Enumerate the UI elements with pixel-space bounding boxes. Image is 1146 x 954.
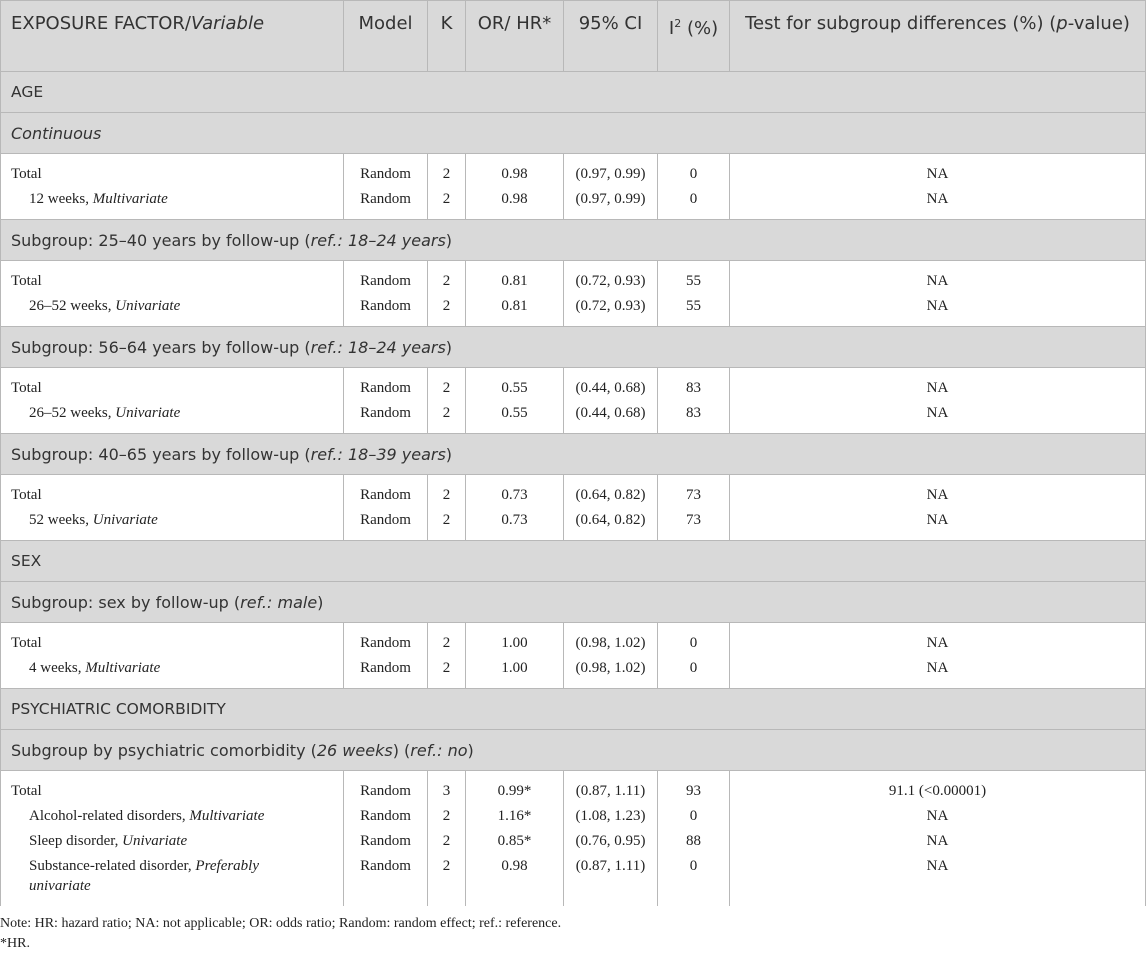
table-note: Note: HR: hazard ratio; NA: not applicable; OR: odds ratio; Random: random effect; ref.: reference.: [0, 916, 562, 931]
table-row: Total Random 2 0.81 (0.72, 0.93) 55 NA: [1, 261, 1146, 294]
section-row-age: AGE: [1, 72, 1146, 113]
table-row: Total Random 2 1.00 (0.98, 1.02) 0 NA: [1, 623, 1146, 656]
table-row: Alcohol-related disorders, Multivariate Random 2 1.16* (1.08, 1.23) 0 NA: [1, 803, 1146, 828]
header-i2: $I^2$ (%): [658, 1, 730, 72]
section-row-psychiatric: PSYCHIATRIC COMORBIDITY: [1, 689, 1146, 730]
header-test: Test for subgroup differences (%) (p-value): [730, 1, 1146, 72]
table-row: Total Random 2 0.98 (0.97, 0.99) 0 NA: [1, 154, 1146, 187]
subgroup-row-age-40-65: Subgroup: 40–65 years by follow-up (ref.: 18–39 years): [1, 434, 1146, 475]
header-exposure: EXPOSURE FACTOR/Variable: [1, 1, 344, 72]
table-row: 12 weeks, Multivariate Random 2 0.98 (0.97, 0.99) 0 NA: [1, 186, 1146, 220]
table-row: Total Random 3 0.99* (0.87, 1.11) 93 91.1 (<0.00001): [1, 771, 1146, 804]
subgroup-row-continuous: Continuous: [1, 113, 1146, 154]
header-or-hr: OR/ HR*: [466, 1, 564, 72]
table-row: 52 weeks, Univariate Random 2 0.73 (0.64, 0.82) 73 NA: [1, 507, 1146, 541]
table-footnote-hr: *HR.: [0, 936, 30, 951]
header-row: [1, 1, 1146, 72]
subgroup-row-age-56-64: Subgroup: 56–64 years by follow-up (ref.: 18–24 years): [1, 327, 1146, 368]
subgroup-row-age-25-40: Subgroup: 25–40 years by follow-up (ref.: 18–24 years): [1, 220, 1146, 261]
header-model: Model: [344, 1, 428, 72]
table-row: 26–52 weeks, Univariate Random 2 0.81 (0.72, 0.93) 55 NA: [1, 293, 1146, 327]
table-row: 26–52 weeks, Univariate Random 2 0.55 (0.44, 0.68) 83 NA: [1, 400, 1146, 434]
header-ci: 95% CI: [564, 1, 658, 72]
table-row: Substance-related disorder, Preferably univariate Random 2 0.98 (0.87, 1.11) 0 NA: [1, 853, 1146, 906]
table-row: 4 weeks, Multivariate Random 2 1.00 (0.98, 1.02) 0 NA: [1, 655, 1146, 689]
subgroup-row-sex: Subgroup: sex by follow-up (ref.: male): [1, 582, 1146, 623]
table-row: Sleep disorder, Univariate Random 2 0.85* (0.76, 0.95) 88 NA: [1, 828, 1146, 853]
header-k: K: [428, 1, 466, 72]
table-row: Total Random 2 0.73 (0.64, 0.82) 73 NA: [1, 475, 1146, 508]
table-row: Total Random 2 0.55 (0.44, 0.68) 83 NA: [1, 368, 1146, 401]
subgroup-row-psychiatric: Subgroup by psychiatric comorbidity (26 weeks) (ref.: no): [1, 730, 1146, 771]
section-row-sex: SEX: [1, 541, 1146, 582]
